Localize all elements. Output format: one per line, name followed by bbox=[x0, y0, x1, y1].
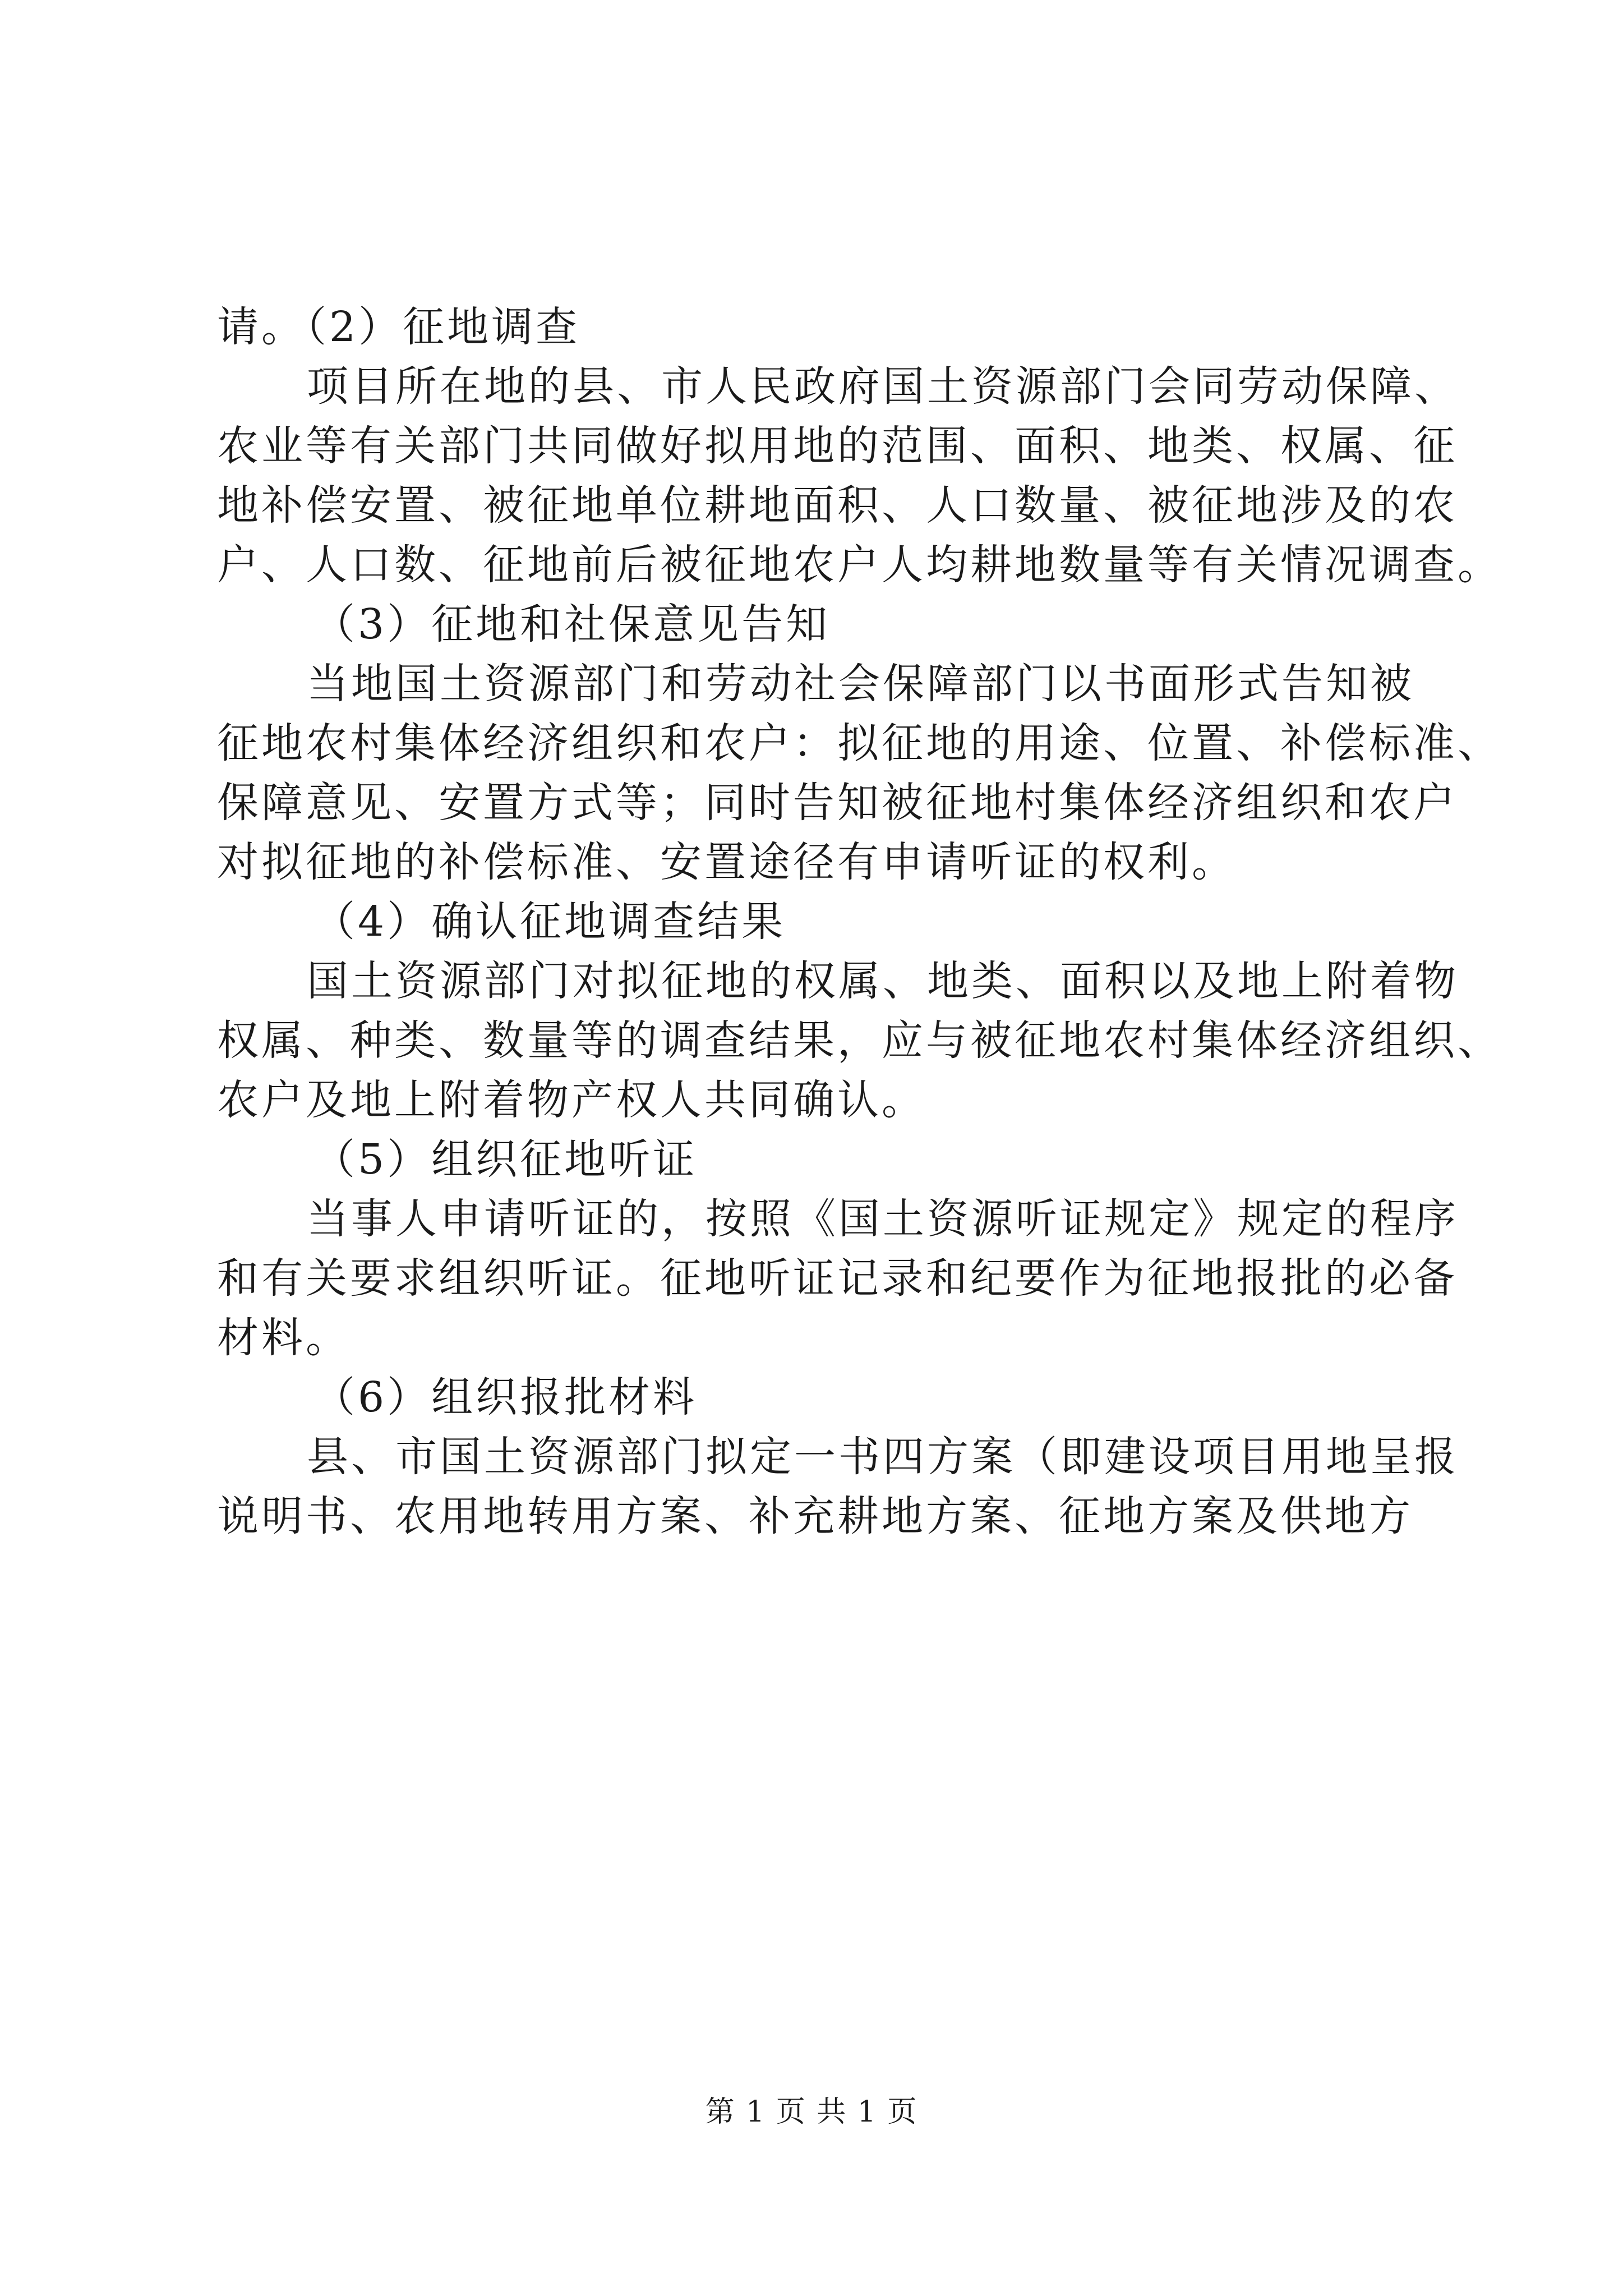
text-line: 请。（2）征地调查 bbox=[217, 303, 580, 351]
paragraph-line: 项目所在地的县、市人民政府国土资源部门会同劳动保障、 bbox=[307, 362, 1459, 411]
section-heading: （3）征地和社保意见告知 bbox=[313, 600, 831, 648]
paragraph-line: 保障意见、安置方式等；同时告知被征地村集体经济组织和农户 bbox=[217, 779, 1458, 827]
paragraph-line: 地补偿安置、被征地单位耕地面积、人口数量、被征地涉及的农 bbox=[217, 481, 1458, 530]
paragraph-line: 国土资源部门对拟征地的权属、地类、面积以及地上附着物 bbox=[307, 957, 1459, 1005]
paragraph-line: 农业等有关部门共同做好拟用地的范围、面积、地类、权属、征 bbox=[217, 422, 1458, 470]
section-heading: （6）组织报批材料 bbox=[313, 1373, 698, 1421]
paragraph-line: 当地国土资源部门和劳动社会保障部门以书面形式告知被 bbox=[307, 660, 1414, 708]
paragraph-line: 和有关要求组织听证。征地听证记录和纪要作为征地报批的必备 bbox=[217, 1254, 1458, 1303]
paragraph-line: 征地农村集体经济组织和农户：拟征地的用途、位置、补偿标准、 bbox=[217, 719, 1502, 767]
document-body bbox=[217, 297, 1502, 1546]
paragraph-line: 当事人申请听证的，按照《国土资源听证规定》规定的程序 bbox=[307, 1195, 1459, 1243]
paragraph-line: 材料。 bbox=[217, 1314, 350, 1362]
section-heading: （4）确认征地调查结果 bbox=[313, 898, 786, 946]
paragraph-line: 户、人口数、征地前后被征地农户人均耕地数量等有关情况调查。 bbox=[217, 541, 1502, 589]
paragraph-line: 权属、种类、数量等的调查结果，应与被征地农村集体经济组织、 bbox=[217, 1016, 1502, 1065]
paragraph-line: 对拟征地的补偿标准、安置途径有申请听证的权利。 bbox=[217, 838, 1236, 886]
page-number-footer: 第 1 页 共 1 页 bbox=[705, 2095, 918, 2129]
paragraph-line: 县、市国土资源部门拟定一书四方案（即建设项目用地呈报 bbox=[307, 1433, 1459, 1481]
section-heading: （5）组织征地听证 bbox=[313, 1135, 698, 1184]
paragraph-line: 说明书、农用地转用方案、补充耕地方案、征地方案及供地方 bbox=[217, 1492, 1413, 1540]
paragraph-line: 农户及地上附着物产权人共同确认。 bbox=[217, 1076, 926, 1124]
